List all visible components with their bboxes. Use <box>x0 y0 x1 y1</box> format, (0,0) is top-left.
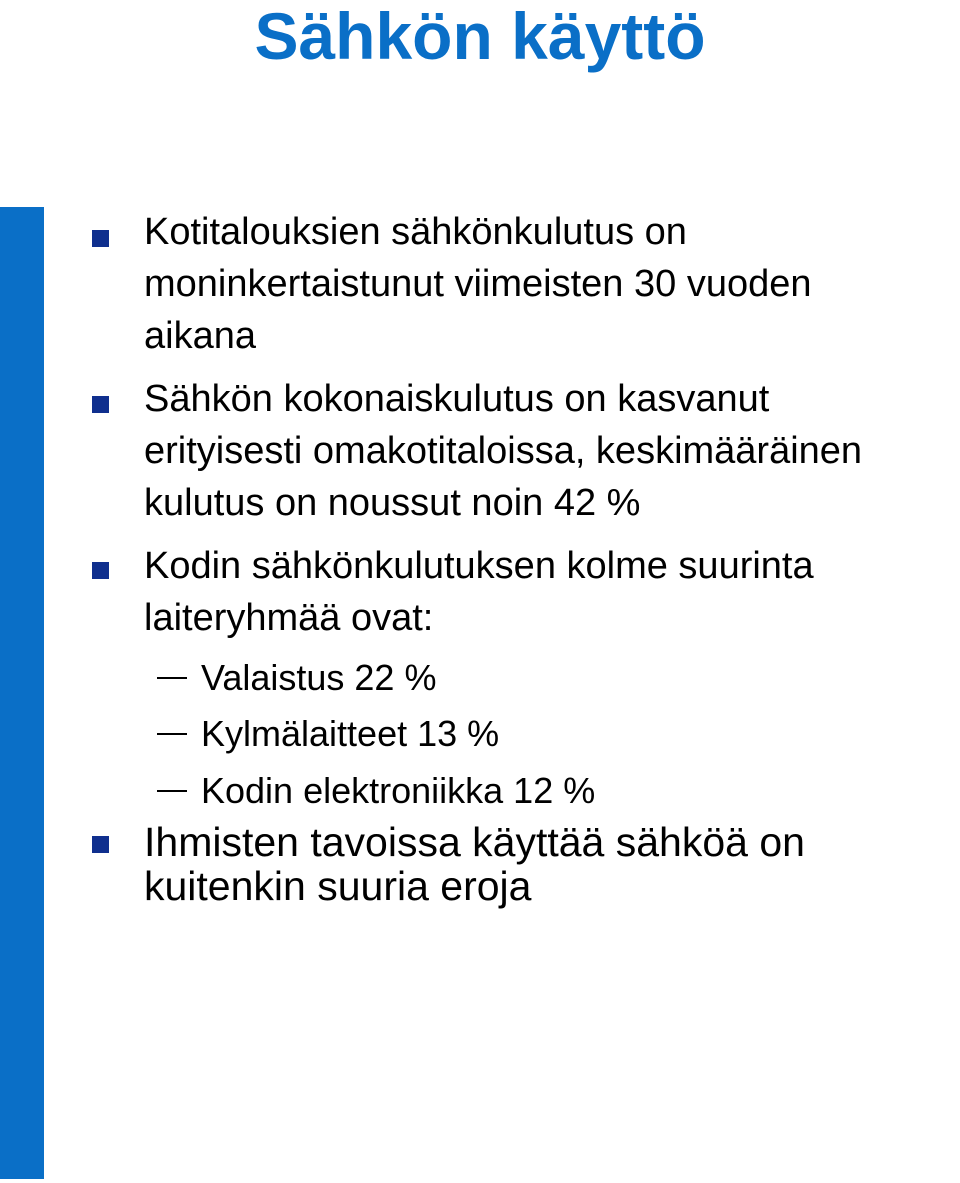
bullet-square-icon <box>92 396 109 413</box>
bullet-square-icon <box>92 562 109 579</box>
bullet-2-line-2: erityisesti omakotitaloissa, keskimääräinen <box>144 430 863 472</box>
bullet-square-icon <box>92 836 109 853</box>
sub-item-label: Kodin elektroniikka 12 % <box>201 770 596 811</box>
dash-icon <box>157 790 187 792</box>
slide-title: Sähkön käyttö <box>254 0 706 73</box>
bullet-item-1 <box>144 206 954 362</box>
bullet-2-line-1: Sähkön kokonaiskulutus on kasvanut <box>144 378 770 420</box>
dash-icon <box>157 677 187 679</box>
sub-item-valaistus <box>157 652 436 704</box>
dash-icon <box>157 733 187 735</box>
bullet-4-line-1: Ihmisten tavoissa käyttää sähköä on <box>144 819 805 865</box>
sub-item-kylmalaitteet <box>157 708 499 760</box>
bullet-1-line-3: aikana <box>144 315 256 357</box>
bullet-3-line-1: Kodin sähkönkulutuksen kolme suurinta <box>144 545 814 587</box>
sub-item-label: Kylmälaitteet 13 % <box>201 713 500 754</box>
sub-item-elektroniikka <box>157 765 595 817</box>
bullet-4-line-2: kuitenkin suuria eroja <box>144 863 532 909</box>
bullet-item-4 <box>144 820 954 908</box>
bullet-1-line-1: Kotitalouksien sähkönkulutus on <box>144 211 687 253</box>
bullet-2-line-3: kulutus on noussut noin 42 % <box>144 482 641 524</box>
bullet-item-2 <box>144 373 954 529</box>
bullet-square-icon <box>92 230 109 247</box>
bullet-3-line-2: laiteryhmää ovat: <box>144 597 434 639</box>
bullet-1-line-2: moninkertaistunut viimeisten 30 vuoden <box>144 263 812 305</box>
sub-item-label: Valaistus 22 % <box>201 657 437 698</box>
bullet-item-3 <box>144 540 954 644</box>
